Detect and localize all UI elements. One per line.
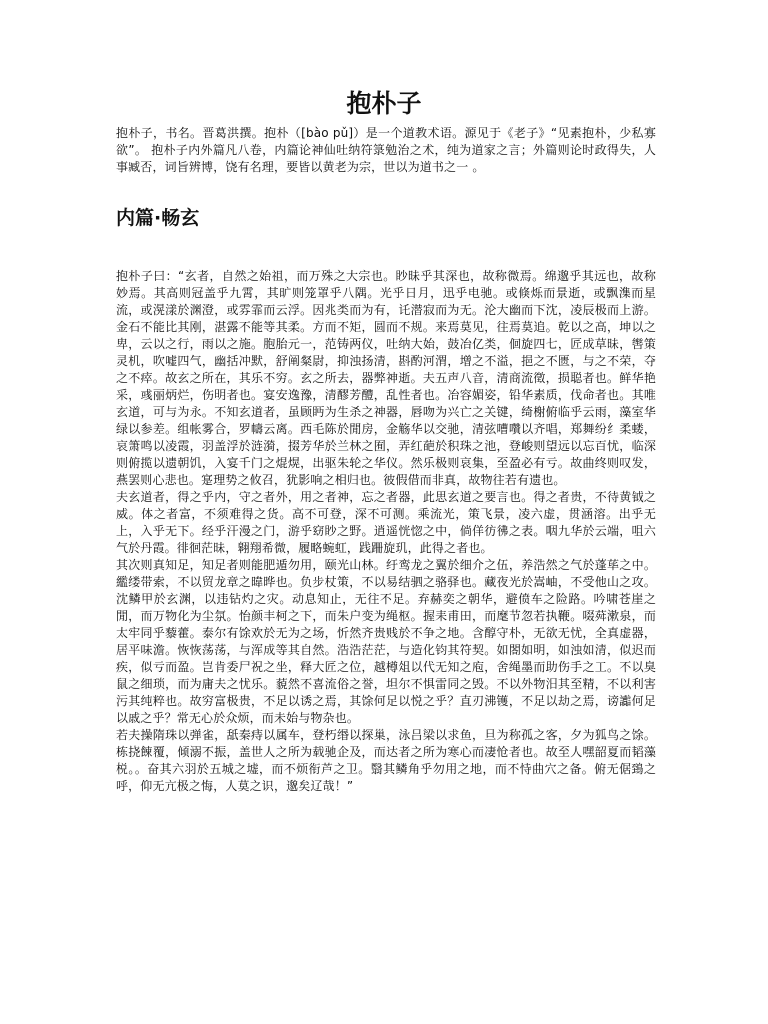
page-title: 抱朴子 (346, 89, 422, 118)
body-paragraph-4: 若夫操隋珠以弹雀，舐秦痔以属车，登朽缗以探巢，泳吕梁以求鱼，旦为称孤之客，夕为狐鸟之馀。栋挠餗覆，倾溺不振，盖世人之所为载驰企及，而达者之所为寒心而凄怆者也。故至人嘿韶夏而韬藻棁。。奋其六羽於五城之墟，而不烦衔芦之卫。翳其鳞角乎勿用之地，而不恃曲穴之备。俯无倨鵄之呼，仰无亢极之悔，人莫之识，邈矣辽哉！” (116, 728, 656, 793)
intro-paragraph (116, 125, 656, 176)
section-heading: 内篇·畅玄 (116, 207, 200, 229)
body-paragraph-2: 夫玄道者，得之乎内，守之者外，用之者神，忘之者器，此思玄道之要言也。得之者贵，不待黄钺之威。体之者富，不须难得之货。高不可登，深不可测。乘流光，策飞景，凌六虚，贯涵溶。出乎无上，入乎无下。经乎汗漫之门，游乎窈眇之野。逍遥恍惚之中，倘佯彷彿之表。咽九华於云端，咀六气於丹霞。徘徊茫昧，翱翔希微，履略蜿虹，践跚旋玑，此得之者也。 (116, 490, 656, 555)
body-paragraph-1: 抱朴子曰：“玄者，自然之始祖，而万殊之大宗也。眇昧乎其深也，故称微焉。绵邈乎其远也，故称妙焉。其高则冠盖乎九霄，其旷则笼罩乎八隅。光乎日月，迅乎电驰。或倏烁而景逝，或飘潗而星流，或滉漾於渊澄，或雰霏而云浮。因兆类而为有，讬潜寂而为无。沦大幽而下沈，凌辰极而上游。金石不能比其刚，湛露不能等其柔。方而不矩，圆而不规。来焉莫见，往焉莫追。乾以之高，坤以之卑，云以之行，雨以之施。胞胎元一，范铸两仪，吐纳大始，鼓冶亿类，佪旋四七，匠成草昧，辔策灵机，吹嘘四气，幽括冲默，舒阐粲尉，抑浊扬清，斟酌河渭，增之不溢，挹之不匮，与之不荣，夺之不瘁。故玄之所在，其乐不穷。玄之所去，器弊神逝。夫五声八音，清商流徵，损聪者也。鲜华艳采，彧丽炳烂，伤明者也。宴安逸豫，清醪芳醴，乱性者也。冶容媚姿，铅华素质，伐命者也。其唯玄道，可与为永。不知玄道者，虽顾眄为生杀之神器，唇吻为兴亡之关键，绮榭俯临乎云雨，藻室华绿以参差。组帐雾合，罗幬云离。西毛陈於閒房，金觞华以交驰，清弦嘈囋以齐唱，郑舞纷纟柔蝼，哀箫鸣以凌霞，羽盖浮於涟漪，掇芳华於兰林之囿，弄红葩於积珠之池，登峻则望远以忘百忧，临深则俯揽以遗朝饥，入宴千门之焜熀，出驱朱轮之华仪。然乐极则哀集，至盈必有亏。故曲终则叹发，燕罢则心悲也。寔理势之攸召，犹影响之相归也。彼假借而非真，故物往若有遗也。 (116, 269, 656, 487)
body-paragraph-3: 其次则真知足，知足者则能肥遁勿用，颐光山林。纡鸾龙之翼於细介之伍，养浩然之气於蓬荜之中。繿缕带索，不以贸龙章之暐晔也。负步杖策，不以易结驷之骆驿也。藏夜光於嵩岫，不受他山之攻。沈鳞甲於玄渊，以违钻灼之灾。动息知止，无往不足。弃赫奕之朝华，避偾车之险路。吟啸苍崖之閒，而万物化为尘氛。怡颜丰柯之下，而朱户变为绳枢。握耒甫田，而麾节忽若执鞭。啜荈漱泉，而太牢同乎藜藿。泰尔有馀欢於无为之场，忻然齐贵贱於不争之地。含醇守朴，无欲无忧，全真虚器，居平味澹。恢恢荡荡，与浑成等其自然。浩浩茫茫，与造化钧其符契。如閤如明，如浊如清，似迟而疾，似亏而盈。岂肯委尸祝之坐，释大匠之位，越樽俎以代无知之庖，舍绳墨而助伤手之工。不以臭鼠之细琐，而为庸夫之忧乐。藐然不喜流俗之誉，坦尔不惧雷同之毁。不以外物汨其至精，不以利害污其纯粹也。故穷富极贵，不足以诱之焉，其馀何足以悦之乎？直刃沸镬，不足以劫之焉，谤讟何足以戚之乎？常无心於众烦，而未始与物杂也。 (116, 558, 656, 725)
section-body (116, 268, 656, 795)
intro-text: 抱朴子，书名。晋葛洪撰。抱朴（[bào pǔ]）是一个道教术语。源见于《老子》“见素抱朴，少私寡欲”。 抱朴子内外篇凡八卷，内篇论神仙吐纳符箓勉治之术，纯为道家之言；外篇则论时政得失，人事臧否，词旨辨博，饶有名理，要皆以黄老为宗，世以为道书之一 。 (116, 126, 656, 174)
